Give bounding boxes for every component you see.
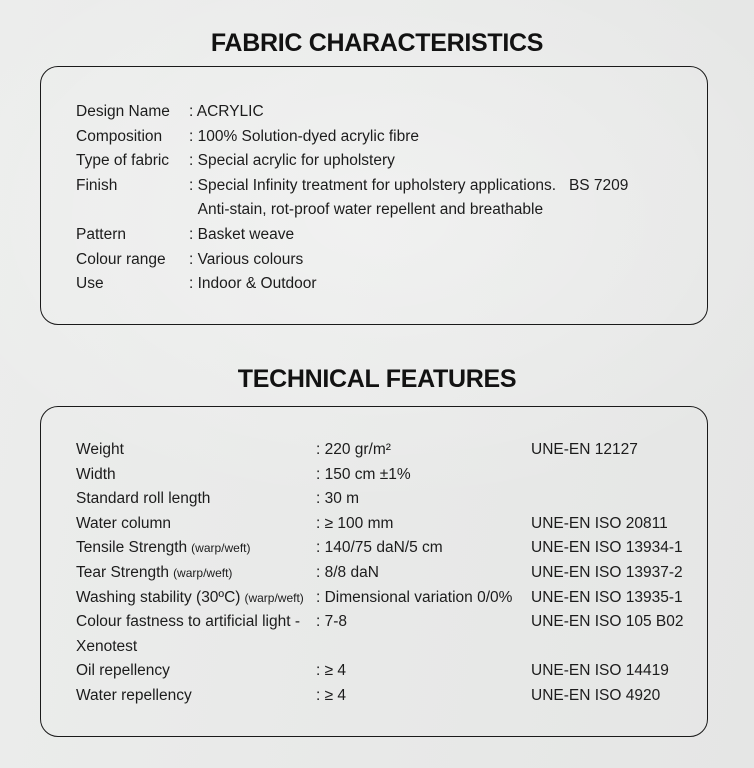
tech-row-water-repellency <box>76 684 707 709</box>
row-label-text: Tensile Strength <box>76 539 188 557</box>
tech-row-washing-stability <box>76 586 707 611</box>
row-value: : Indoor & Outdoor <box>189 275 317 293</box>
row-label-text: Water column <box>76 514 172 532</box>
row-label-text: Weight <box>76 441 124 458</box>
row-label <box>76 536 316 561</box>
row-value: : 30 m <box>316 490 360 508</box>
row-standard: UNE-EN ISO 14419 <box>531 662 669 680</box>
row-label <box>76 684 316 709</box>
row-value: : 140/75 daN/5 cm <box>316 539 443 557</box>
row-label-suffix: (warp/weft) <box>173 565 233 580</box>
fabric-row-colour-range <box>76 248 707 273</box>
row-standard: UNE-EN ISO 4920 <box>531 686 661 704</box>
row-label-text: Washing stability (30ºC) <box>76 588 241 606</box>
row-value: : ACRYLIC <box>189 103 264 120</box>
row-value: Anti-stain, rot-proof water repellent and breathable <box>189 201 544 219</box>
row-label: Use <box>76 275 104 293</box>
row-label <box>76 635 316 660</box>
tech-row-colour-fastness <box>76 610 707 635</box>
fabric-row-design-name <box>76 100 707 125</box>
row-value <box>316 635 531 660</box>
fabric-row-finish-continued <box>76 198 707 223</box>
tech-row-standard-roll-length <box>76 487 707 512</box>
technical-features-title: TECHNICAL FEATURES <box>237 365 517 393</box>
row-value: : 150 cm ±1% <box>316 465 411 483</box>
row-label: Type of fabric <box>76 152 170 170</box>
row-value: : ≥ 100 mm <box>316 514 394 532</box>
row-standard: UNE-EN ISO 20811 <box>531 514 668 532</box>
row-standard: UNE-EN 12127 <box>531 441 638 458</box>
tech-row-weight <box>76 438 707 463</box>
row-value: : 220 gr/m² <box>316 441 391 458</box>
fabric-row-pattern <box>76 223 707 248</box>
row-value: : ≥ 4 <box>316 686 347 704</box>
row-label-text: Colour fastness to artificial light - <box>76 613 300 631</box>
row-value: : Various colours <box>189 250 304 268</box>
row-label: Finish <box>76 176 118 194</box>
tech-row-width <box>76 463 707 488</box>
row-label <box>76 561 316 586</box>
row-label-text: Width <box>76 465 116 483</box>
row-label: Composition <box>76 127 163 145</box>
row-label-text: Standard roll length <box>76 490 211 508</box>
row-value: : Special acrylic for upholstery <box>189 152 395 170</box>
row-value: : 100% Solution-dyed acrylic fibre <box>189 127 420 145</box>
row-label-text: Oil repellency <box>76 662 170 680</box>
row-label <box>76 463 316 488</box>
row-label: Pattern <box>76 225 126 243</box>
row-value: : 8/8 daN <box>316 563 379 581</box>
tech-row-tear-strength <box>76 561 707 586</box>
row-label <box>76 610 316 635</box>
row-label-suffix: (warp/weft) <box>244 590 304 605</box>
row-label <box>76 487 316 512</box>
row-standard: UNE-EN ISO 13935-1 <box>531 588 683 606</box>
row-standard: UNE-EN ISO 13934-1 <box>531 539 683 557</box>
tech-row-water-column <box>76 512 707 537</box>
fabric-row-type-of-fabric <box>76 149 707 174</box>
row-label <box>76 659 316 684</box>
technical-features-box <box>40 406 708 737</box>
row-label <box>76 198 189 223</box>
tech-row-oil-repellency <box>76 659 707 684</box>
fabric-row-use <box>76 272 707 297</box>
row-label <box>76 512 316 537</box>
row-label-text: Water repellency <box>76 686 192 704</box>
row-value: : Dimensional variation 0/0% <box>316 588 513 606</box>
row-label-suffix: (warp/weft) <box>191 541 251 556</box>
row-value: : 7-8 <box>316 613 348 631</box>
fabric-characteristics-title: FABRIC CHARACTERISTICS <box>210 29 544 57</box>
row-standard: UNE-EN ISO 13937-2 <box>531 563 683 581</box>
row-label <box>76 438 316 463</box>
row-label <box>76 586 316 611</box>
row-label-text: Tear Strength <box>76 563 170 581</box>
row-label-text: Xenotest <box>76 637 138 655</box>
tech-row-tensile-strength <box>76 536 707 561</box>
row-standard: UNE-EN ISO 105 B02 <box>531 613 684 631</box>
tech-row-xenotest <box>76 635 707 660</box>
row-label: Design Name <box>76 103 170 120</box>
row-value: : Basket weave <box>189 225 295 243</box>
row-label: Colour range <box>76 250 166 268</box>
fabric-row-composition <box>76 125 707 150</box>
fabric-characteristics-box <box>40 66 708 325</box>
row-value: : Special Infinity treatment for upholstery applications. BS 7209 <box>189 176 629 194</box>
fabric-row-finish <box>76 174 707 199</box>
row-value: : ≥ 4 <box>316 662 347 680</box>
